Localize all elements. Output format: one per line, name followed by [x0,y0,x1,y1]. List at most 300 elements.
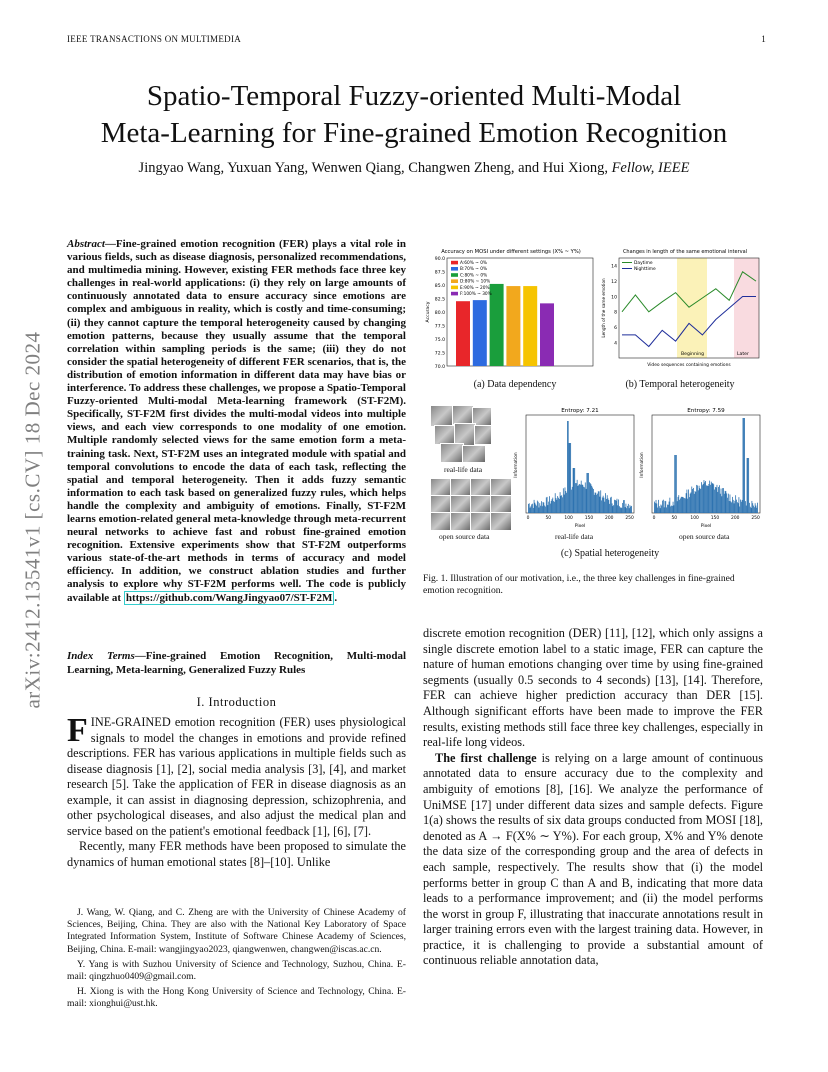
histogram-bar [699,486,700,513]
histogram-bar [714,489,715,513]
bar [540,303,554,366]
histogram-bar [681,497,682,513]
legend-label: B:70% ~ 0% [460,267,488,273]
histogram-bar [585,482,586,513]
subcaption-b: (b) Temporal heterogeneity [625,379,735,390]
histogram-bar [675,455,676,513]
histogram-bar [700,489,701,513]
bar [506,286,520,366]
entropy-histogram-right [638,405,766,529]
x-tick-label: 50 [671,516,678,521]
footnote: J. Wang, W. Qiang, and C. Zheng are with the University of Chinese Academy of Sciences, Beijing, China. They are also with the National Key Laboratory of Space Integrated Information System, Institute of Software Chinese Academy of Sciences, Beijing, China. E-mail: wangjingyao2023, qiangwenwen, changwen@iscas.ac.cn. [67,907,406,955]
histogram-bar [734,501,735,513]
histogram-bar [617,505,618,513]
histogram-bar [621,507,622,513]
histogram-bar [737,502,738,513]
legend-label: C:80% ~ 0% [460,273,488,279]
histogram-bar [594,495,595,513]
chart-title: Changes in length of the same emotional interval [622,249,748,255]
figure-caption: Fig. 1. Illustration of our motivation, i.e., the three key challenges in fine-grained emotion recognition. [423,573,735,596]
histogram-bar [687,490,688,513]
histogram-bar [757,503,758,513]
histogram-bar [557,496,558,513]
histogram-bar [682,497,683,513]
histogram-bar [543,502,544,513]
histogram-bar [587,473,588,513]
histogram-bar [623,500,624,513]
histogram-bar [661,505,662,513]
footnote: H. Xiong is with the Hong Kong University of Science and Technology, China. E-mail: xionghui@ust.hk. [67,986,406,1010]
histogram-bar [662,501,663,513]
histogram-bar [554,502,555,513]
y-axis-label: Information [514,452,519,478]
histogram-bar [695,492,696,513]
bar [523,286,537,366]
histogram-bar [717,492,718,513]
histogram-bar [742,500,743,513]
histogram-bar [687,499,688,513]
histogram-bar [688,489,689,513]
arxiv-id: arXiv:2412.13541v1 [cs.CV] 18 Dec 2024 [20,331,45,709]
histogram-bar [709,481,710,513]
histogram-bar [704,482,705,513]
histogram-bar [530,508,531,513]
histogram-bar [528,504,529,513]
legend-swatch [451,286,458,290]
legend-label: D:80% ~ 10% [460,279,491,285]
right-paragraph-2 [423,751,763,969]
histogram-bar [565,487,566,513]
histogram-bar [606,499,607,513]
histogram-bar [588,473,589,513]
histogram-bar [548,505,549,513]
histogram-bar [610,498,611,513]
code-link[interactable]: https://github.com/WangJingyao07/ST-F2M [125,591,333,604]
x-tick-label: 250 [751,516,760,521]
title-line-2: Meta-Learning for Fine-grained Emotion Recognition [100,117,728,149]
histogram-bar [756,506,757,513]
histogram-bar [590,483,591,513]
histogram-bar [674,505,675,513]
histogram-bar [680,498,681,513]
histogram-bar [679,500,680,513]
histogram-bar [624,500,625,513]
histogram-bar [712,483,713,513]
histogram-bar [598,491,599,513]
histogram-bar [584,487,585,513]
histogram-bar [708,484,709,513]
histogram-bar [746,506,747,513]
histogram-bar [743,418,744,513]
histogram-bar [695,491,696,513]
legend-label: Nighttime [634,267,656,272]
histogram-bar [534,500,535,513]
histogram-bar [630,507,631,513]
drop-cap: F [67,712,88,749]
histogram-bar [730,494,731,513]
histogram-bar [626,508,627,513]
histogram-bar [575,483,576,513]
histogram-bar [716,487,717,513]
histogram-bar [535,503,536,513]
histogram-bar [578,485,579,513]
histogram-bar [726,493,727,513]
legend-label: E:90% ~ 20% [460,285,490,291]
histogram-bar [751,508,752,513]
histogram-bar [569,443,570,513]
legend-swatch [451,279,458,283]
histogram-bar [678,497,679,513]
y-tick-label: 85.0 [434,283,445,289]
histogram-bar [673,502,674,513]
hist-left-label: real-life data [555,532,594,541]
x-tick-label: 200 [731,516,740,521]
histogram-bar [685,498,686,513]
histogram-bar [691,492,692,513]
histogram-bar [654,502,655,513]
histogram-bar [660,508,661,513]
histogram-bar [620,508,621,513]
y-tick-label: 80.0 [434,310,445,316]
histogram-bar [692,489,693,513]
histogram-bar [755,503,756,513]
y-tick-label: 8 [614,310,617,316]
histogram-bar [630,505,631,513]
footnote: Y. Yang is with Suzhou University of Science and Technology, Suzhou, China. E-mail: qingzhuo0409@gmail.com. [67,958,406,983]
x-axis-label: Video sequences containing emotions [647,363,731,368]
histogram-bar [752,501,753,513]
histogram-bar [574,468,575,513]
histogram-bar [535,504,536,513]
histogram-bar [718,487,719,513]
histogram-bar [612,503,613,513]
histogram-bar [700,488,701,513]
chart-title: Accuracy on MOSI under different settings (X% ~ Y%) [441,249,581,255]
histogram-bar [682,497,683,513]
histogram-bar [727,498,728,513]
histogram-bar [741,502,742,513]
histogram-bar [678,495,679,513]
legend-label: F:100% ~ 30% [460,292,492,297]
bar [473,300,487,366]
histogram-bar [609,504,610,513]
histogram-bar [599,491,600,513]
subcaption-c: (c) Spatial heterogeneity [560,548,660,559]
histogram-bar [541,501,542,513]
histogram-bar [735,495,736,513]
histogram-bar [592,488,593,513]
histogram-bar [739,507,740,513]
histogram-bar [604,498,605,513]
histogram-bar [573,468,574,513]
histogram-bar [537,501,538,513]
open-source-label: open source data [439,532,490,541]
annotation-beginning: Beginning [681,352,705,357]
histogram-bar [586,489,587,513]
histogram-bar [659,506,660,513]
x-axis-label: Pixel [574,524,586,529]
x-tick-label: 150 [710,516,720,521]
histogram-bar [720,494,721,513]
histogram-bar [625,507,626,513]
section-heading: I. Introduction [196,695,277,709]
hist-right-label: open source data [679,532,730,541]
histogram-bar [601,500,602,513]
histogram-bar [614,500,615,513]
histogram-bar [719,485,720,513]
subcaption-a: (a) Data dependency [473,379,557,390]
histogram-bar [725,491,726,513]
figure-1a [423,246,598,376]
histogram-bar [756,508,757,513]
histogram-bar [629,508,630,513]
intro-paragraph-2: Recently, many FER methods have been proposed to simulate the dynamics of human emotional states [8]–[10]. Unlike [67,839,406,869]
histogram-bar [667,505,668,513]
histogram-bar [674,455,675,513]
histogram-bar [748,458,749,513]
abstract-text: —Fine-grained emotion recognition (FER) plays a vital role in various fields, such as disease diagnosis, personalized recommendations, and multimedia mining. However, existing FER methods face three key challenges in real-world applications: (i) they rely on large amounts of continuously annotated data to ensure accuracy since emotions are complex and ambiguous in reality, which is costly and time-consuming; (ii) they cannot capture the temporal heterogeneity caused by changing emotion patterns, because they usually assume that the temporal correlation within sampling periods is the same; (iii) they do not consider the spatial heterogeneity of different FER scenarios, that is, the distribution of emotion information in different data may have bias or interference. To address these challenges, we propose a Spatio-Temporal Fuzzy-oriented Multi-modal Meta-learning framework (ST-F2M). Specifically, ST-F2M first divides the multi-modal videos into multiple views, and each view corresponds to one modality of one emotion. Multiple randomly selected views for the same emotion form a meta-training task. Next, ST-F2M uses an integrated module with spatial and temporal convolutions to encode the data of each task, reflecting the spatial and temporal heterogeneity. Then it adds fuzzy semantic information to each task based on generalized fuzzy rules, which helps handle the complexity and ambiguity of emotions. Finally, ST-F2M learns emotion-related general meta-knowledge through meta-recurrent neural networks to achieve fast and robust fine-grained emotion recognition. Extensive experiments show that ST-F2M outperforms various state-of-the-art methods in terms of accuracy and model efficiency. In addition, we construct ablation studies and further analysis to explore why ST-F2M performs well. The code is publicly available at [67,238,406,604]
histogram-bar [600,490,601,513]
histogram-bar [529,503,530,513]
histogram-right [638,405,766,529]
histogram-bar [561,495,562,513]
y-tick-label: 70.0 [434,364,445,370]
histogram-bar [536,506,537,513]
histogram-bar [701,482,702,513]
histogram-bar [540,506,541,513]
histogram-bar [706,485,707,513]
histogram-bar [549,496,550,513]
histogram-bar [553,501,554,513]
histogram-bar [733,500,734,513]
histogram-bar [595,493,596,513]
histogram-bar [721,496,722,513]
y-tick-label: 82.5 [434,297,445,303]
histogram-bar [689,497,690,513]
histogram-bar [548,502,549,513]
y-tick-label: 87.5 [434,270,445,276]
histogram-bar [730,501,731,513]
legend-swatch [451,292,458,296]
x-tick-label: 50 [545,516,552,521]
histogram-bar [562,497,563,513]
histogram-bar [576,483,577,513]
histogram-bar [736,500,737,513]
histogram-bar [615,500,616,513]
histogram-bar [538,502,539,513]
y-axis-label: Information [640,452,645,478]
y-tick-label: 75.0 [434,337,445,343]
histogram-bar [603,496,604,513]
accuracy-bar-chart [423,246,598,376]
open-source-photos [430,478,510,530]
real-life-photos [430,405,510,463]
x-tick-label: 150 [584,516,594,521]
abstract [67,238,406,605]
histogram-bar [707,486,708,513]
histogram-bar [656,500,657,513]
histogram-bar [604,502,605,513]
histogram-bar [563,488,564,513]
histogram-bar [690,494,691,513]
histogram-bar [752,503,753,513]
histogram-bar [731,502,732,513]
histogram-bar [622,503,623,513]
histogram-bar [703,484,704,513]
histogram-bar [631,506,632,513]
title-line-1: Spatio-Temporal Fuzzy-oriented Multi-Modal [146,80,682,112]
histogram-bar [558,498,559,513]
histogram-bar [591,484,592,513]
journal-name: IEEE TRANSACTIONS ON MULTIMEDIA [67,34,242,44]
histogram-bar [668,505,669,513]
page-number: 1 [761,34,766,44]
histogram-bar [593,489,594,513]
histogram-bar [683,498,684,513]
histogram-bar [722,488,723,513]
histogram-bar [556,500,557,513]
histogram-bar [539,507,540,513]
histogram-bar [627,506,628,513]
y-axis-label: Length of the same emotion [601,278,606,338]
y-tick-label: 6 [614,326,617,332]
histogram-bar [567,421,568,513]
histogram-bar [560,492,561,513]
histogram-bar [547,497,548,513]
histogram-bar [552,498,553,513]
histogram-bar [661,506,662,513]
histogram-bar [697,485,698,513]
histogram-bar [669,502,670,513]
histogram-bar [570,443,571,513]
histogram-bar [565,491,566,513]
histogram-bar [708,486,709,513]
histogram-bar [705,481,706,513]
y-tick-label: 4 [614,341,617,347]
histogram-bar [738,503,739,513]
histogram-bar [724,494,725,513]
histogram-bar [665,501,666,513]
histogram-bar [670,506,671,513]
author-names: Jingyao Wang, Yuxuan Yang, Wenwen Qiang, Changwen Zheng, and Hui Xiong, [138,160,608,176]
histogram-bar [710,485,711,513]
histogram-bar [611,497,612,513]
right-column-text [423,626,763,969]
x-tick-label: 100 [564,516,573,521]
histogram-bar [750,507,751,513]
histogram-bar [613,505,614,513]
histogram-bar [747,458,748,513]
histogram-bar [753,506,754,513]
histogram-bar [551,501,552,513]
x-tick-label: 0 [652,516,656,521]
arxiv-stamp [18,280,48,760]
histogram-bar [595,492,596,513]
histogram-bar [672,506,673,513]
histogram-bar [754,507,755,513]
y-tick-label: 10 [611,295,617,301]
histogram-bar [621,508,622,513]
histogram-bar [693,488,694,513]
histogram-bar [728,494,729,513]
histogram-bar [607,495,608,513]
beginning-band [677,258,707,358]
histogram-bar [545,507,546,513]
index-terms-label: Index Terms [67,650,135,662]
histogram-bar [713,483,714,513]
histogram-bar [676,455,677,513]
chart-title: Entropy: 7.21 [561,408,599,414]
histogram-bar [713,484,714,513]
histogram-bar [564,495,565,513]
histogram-bar [616,501,617,513]
index-terms [67,650,406,677]
histogram-bar [574,468,575,513]
histogram-bar [550,504,551,513]
histogram-bar [617,499,618,513]
histogram-bar [677,501,678,513]
histogram-bar [587,473,588,513]
histogram-bar [721,489,722,513]
chart-title: Entropy: 7.59 [687,408,725,414]
histogram-bar [732,497,733,513]
x-tick-label: 200 [605,516,614,521]
footnotes [67,907,406,1014]
histogram-bar [589,482,590,513]
histogram-left [512,405,638,529]
histogram-bar [580,485,581,513]
histogram-bar [626,504,627,513]
histogram-bar [747,458,748,513]
y-tick-label: 90.0 [434,256,445,262]
intro-text [67,712,406,870]
legend-swatch [451,273,458,277]
histogram-bar [569,443,570,513]
figure-1b [597,246,763,376]
histogram-bar [582,485,583,513]
histogram-bar [561,496,562,513]
histogram-bar [619,506,620,513]
legend-label: A:60% ~ 0% [460,261,488,266]
y-axis-label: Accuracy [426,301,431,323]
histogram-bar [531,504,532,513]
right-paragraph-2-text: is relying on a large amount of continuous annotated data to ensure accuracy due to the complexity and ambiguity of emotions [8], [16]. We analyze the performance of UniMSE [17] under different data sizes and sample defects. Figure 1(a) shows the results of six data groups conducted from MOSI [18], denoted as A → F(X% ∼ Y%). For each group, X% and Y% denote the data size of the corresponding group and the area of defects in each sample, respectively. The results show that (i) the model performs better in group C than A and B, indicating that more data leads to a performance improvement; and (ii) the model performs the worst in group F, illustrating that inaccurate annotations result in larger training errors even with the largest training data. However, in practice, it is challenging to provide a substantial amount of continuous reliable annotation data, [423,750,763,968]
histogram-bar [568,421,569,513]
histogram-bar [665,501,666,513]
author-list [40,160,788,177]
histogram-bar [582,485,583,513]
later-band [734,258,759,358]
histogram-bar [579,484,580,513]
running-header [67,34,766,44]
histogram-bar [578,486,579,513]
histogram-bar [666,507,667,513]
real-life-label: real-life data [444,465,483,474]
histogram-bar [657,508,658,513]
histogram-bar [656,503,657,513]
histogram-bar [744,418,745,513]
histogram-bar [702,485,703,513]
x-axis-label: Pixel [700,524,712,529]
histogram-bar [723,488,724,513]
histogram-bar [608,498,609,513]
histogram-bar [655,503,656,513]
histogram-bar [749,503,750,513]
histogram-bar [684,498,685,513]
histogram-bar [577,480,578,513]
histogram-bar [739,497,740,513]
abstract-label: Abstract [67,238,105,250]
